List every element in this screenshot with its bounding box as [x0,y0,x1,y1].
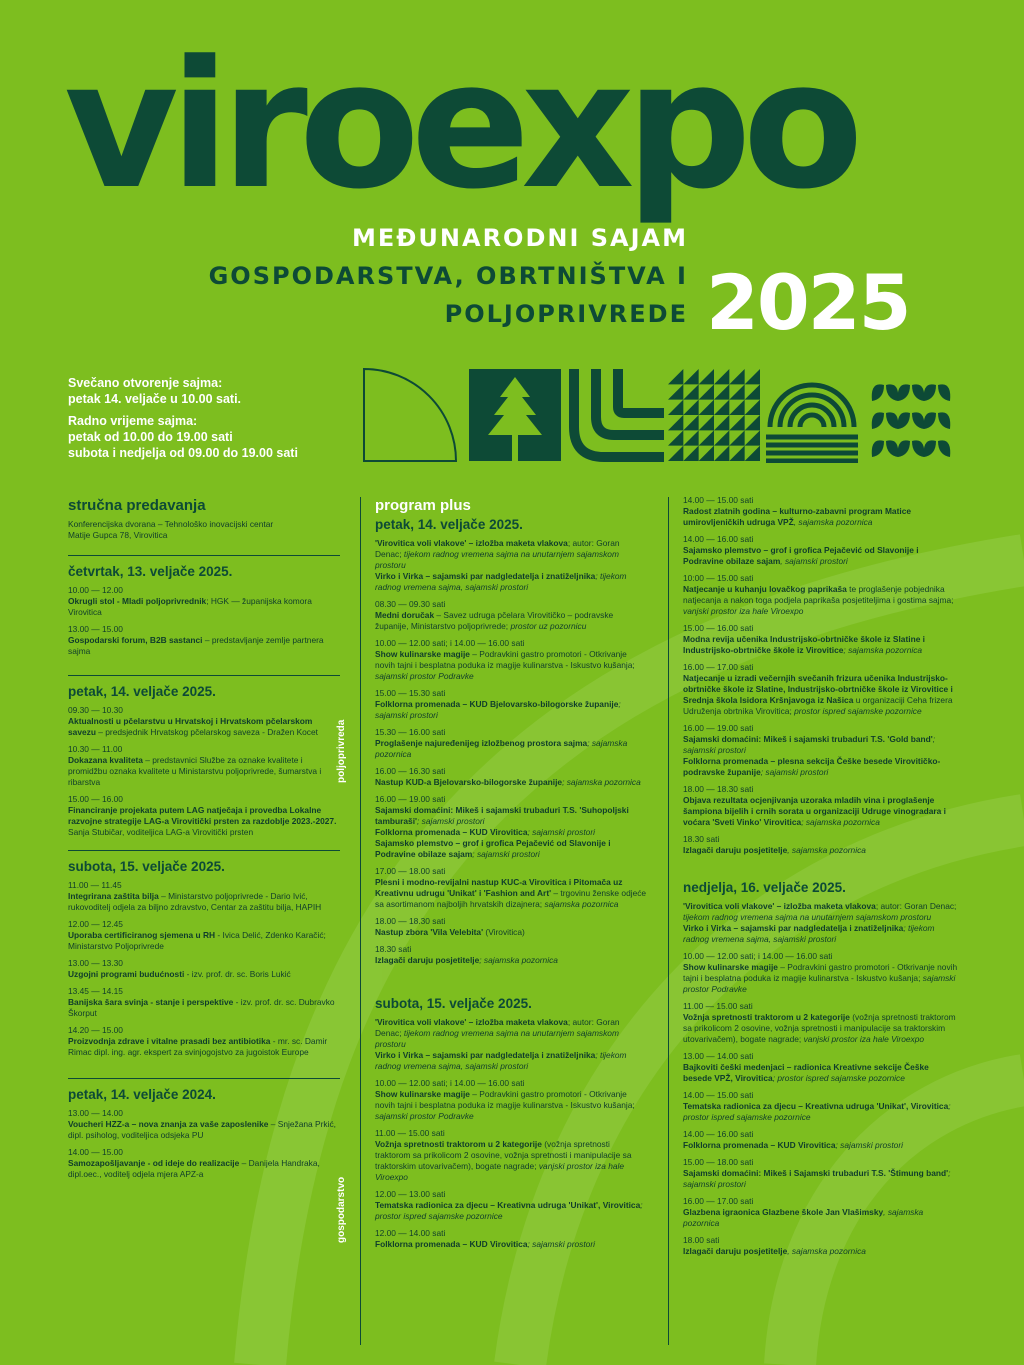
opening-label: Svečano otvorenje sajma: [68,376,223,390]
day-title: subota, 15. veljače 2025. [375,996,532,1011]
lectures-venue [68,519,340,541]
list-item: 18.30 sati Izlagači daruju posjetitelje, sajamska pozornica [683,834,866,855]
list-item: 17.00 — 18.00 sati Plesni i modno-revijalni nastup KUC-a Virovitica i Pitomača uz Kreativnu udrugu 'Unikat' i 'Fashion and Art' – trgovinu ženske odjeće sa asortimanom najboljih hrvatskih dizajnera; sajamska pozornica [375,866,647,909]
rainbow-icon [766,385,858,461]
list-item: 'Virovitica voli vlakove' – izložba maketa vlakova; autor: Goran Denac; tijekom radnog vremena sajma na unutarnjem sajamskom prostoru Virko i Virka – sajamski par nadgledatelja i znatiželjnika; tijekom radnog vremena sajma, sajamski prostori [375,538,627,592]
list-item: 'Virovitica voli vlakove' – izložba maketa vlakova; autor: Goran Denac; tijekom radnog vremena sajma na unutarnjem sajamskom prostoru Virko i Virka – sajamski par nadgledatelja i znatiželjnika; tijekom radnog vremena sajma, sajamski prostori [683,901,957,944]
list-item: 18.30 sati Izlagači daruju posjetitelje; sajamska pozornica [375,944,558,965]
quarter-circle-icon [364,369,456,461]
hours-friday: petak od 10.00 do 19.00 sati [68,430,233,444]
list-item: 10.30 — 11.00 Dokazana kvaliteta – predstavnici Službe za oznake kvalitete i promidžbu oznaka kvalitete u Ministarstvu poljoprivrede, šumarstva i ribarstva [68,744,322,787]
list-item: 10.00 — 12.00 sati; i 14.00 — 16.00 sati Show kulinarske magije – Podravkini gastro promotori - Otkrivanje novih tajni i besplatna poduka iz magije kulinarstva - Iskustvo kušanja; sajamski prostor Podravke [375,1078,635,1121]
column-divider-1 [360,497,361,1345]
list-item: 11.00 — 15.00 sati Vožnja spretnosti traktorom u 2 kategorije (vožnja spretnosti traktorom sa prikolicom 2 osovine, vožnja spretnosti i manipulacije sa traktorskim utovarivačem), bogate nagrade; vanjski prostor iza hale Viroexpo [683,1001,956,1044]
list-item: 15.00 — 18.00 sati Sajamski domaćini: Mikeš i Sajamski trubaduri T.S. 'Štimung band'; sajamski prostori [683,1157,951,1189]
venue-line-2: Matije Gupca 78, Virovitica [68,530,168,540]
list-item: 16.00 — 19.00 sati Sajamski domaćini: Mikeš i sajamski trubaduri T.S. 'Suhopoljski tamburaši'; sajamski prostori Folklorna promenada – KUD Virovitica; sajamski prostori Sajamsko plemstvo – grof i grofica Pejačević od Slavonije i Podravine obilaze sajam; sajamski prostori [375,794,629,859]
list-item: 12.00 — 13.00 sati Tematska radionica za djecu – Kreativna udruga 'Unikat', Virovitica; prostor ispred sajamske pozornice [375,1189,643,1221]
fair-subtitle-3: POLJOPRIVREDE [444,300,688,328]
day-title: petak, 14. veljače 2024. [68,1087,216,1102]
fair-subtitle-1: MEĐUNARODNI SAJAM [352,224,688,252]
column-divider-2 [668,497,669,1345]
day-title: nedjelja, 16. veljače 2025. [683,880,846,895]
side-label-gospodarstvo: gospodarstvo [336,1176,347,1243]
hours-label: Radno vrijeme sajma: [68,414,198,428]
list-item: 13.00 — 14.00 sati Bajkoviti češki medenjaci – radionica Kreativne sekcije Češke besede VPŽ, Virovitica; prostor ispred sajamske pozornice [683,1051,929,1083]
list-item: 10.00 — 12.00 sati; i 14.00 — 16.00 sati Show kulinarske magije – Podravkini gastro promotori - Otkrivanje novih tajni i besplatna poduka iz magije kulinarstva - Iskustvo kušanja; sajamski prostor Podravke [375,638,635,681]
side-label-poljoprivreda: poljoprivreda [336,719,347,783]
lectures-title: stručna predavanja [68,497,206,514]
list-item: 14.00 — 15.00 sati Tematska radionica za djecu – Kreativna udruga 'Unikat', Virovitica; prostor ispred sajamske pozornice [683,1090,951,1122]
list-item: 16.00 — 17.00 sati Glazbena igraonica Glazbene škole Jan Vlašimsky, sajamska pozornica [683,1196,924,1228]
list-item: 09.30 — 10.30 Aktualnosti u pčelarstvu u Hrvatskoj i Hrvatskom pčelarskom savezu – predsjednik Hrvatskog pčelarskog saveza - Dražen Kocet [68,705,318,737]
list-item: 15.00 — 15.30 sati Folklorna promenada – KUD Bjelovarsko-bilogorske županije; sajamski prostori [375,688,621,720]
list-item: 14.20 — 15.00 Proizvodnja zdrave i vitalne prasadi bez antibiotika - mr. sc. Damir Rimac dipl. ing. agr. ekspert za svinjogojstvo za jugoistok Europe [68,1025,328,1057]
list-item: 'Virovitica voli vlakove' – izložba maketa vlakova; autor: Goran Denac; tijekom radnog vremena sajma na unutarnjem sajamskom prostoru Virko i Virka – sajamski par nadgledatelja i znatiželjnika; tijekom radnog vremena sajma, sajamski prostori [375,1017,627,1071]
waves-icon [574,369,664,457]
list-item: 14.00 — 16.00 sati Sajamsko plemstvo – grof i grofica Pejačević od Slavonije i Podravine obilaze sajam, sajamski prostori [683,534,919,566]
list-item: 11.00 — 11.45 Integrirana zaštita bilja – Ministarstvo poljoprivrede - Dario Ivić, rukovoditelj odjela za biljno zdravstvo, Centar za zaštitu bilja, HAPIH [68,880,322,912]
list-item: 11.00 — 15.00 sati Vožnja spretnosti traktorom u 2 kategorije (vožnja spretnosti traktorom sa prikolicom 2 osovine, vožnja spretnosti i manipulacije sa traktorskim utovarivačem), bogate nagrade; vanjski prostor iza hale Viroexpo [375,1128,632,1182]
list-item: 13.00 — 14.00 Voucheri HZZ-a – nova znanja za vaše zaposlenike – Snježana Prkić, dipl. psiholog, voditeljica odsjeka PU [68,1108,336,1140]
venue-line-1: Konferencijska dvorana – Tehnološko inovacijski centar [68,519,274,529]
list-item: 12.00 — 12.45 Uporaba certificiranog sjemena u RH - Ivica Delić, Zdenko Karačić; Ministarstvo Poljoprivrede [68,919,326,951]
opening-info [68,375,298,461]
list-item: 13.00 — 13.30 Uzgojni programi budućnosti - izv. prof. dr. sc. Boris Lukić [68,958,291,979]
wheat-icon [872,384,951,457]
list-item: 16.00 — 16.30 sati Nastup KUD-a Bjelovarsko-bilogorske županije; sajamska pozornica [375,766,641,787]
list-item: 15.30 — 16.00 sati Proglašenje najuređenijeg izložbenog prostora sajma; sajamska pozornica [375,727,628,759]
list-item: 10:00 — 15.00 sati Natjecanje u kuhanju lovačkog paprikaša te proglašenje pobjednika natjecanja a nakon toga podjela paprikaša posjetiteljima i gostima sajma; vanjski prostor iza hale Viroexpo [683,573,954,616]
list-item: 16.00 — 19.00 sati Sajamski domaćini: Mikeš i sajamski trubaduri T.S. 'Gold band'; sajamski prostori Folklorna promenada – plesna sekcija Češke besede Virovitičko-podravske županije; sajamski prostori [683,723,941,777]
list-item: 16.00 — 17.00 sati Natjecanje u izradi večernjih svečanih frizura učenika Industrijsko-obrtničke škole iz Slatine, Industrijsko-obrtničke škole iz Virovitice i Srednja škola Isidora Kršnjavoga iz Našica u organizaciji Ceha frizera Udruženja obrtnika Virovitica; prostor ispred sajamske pozornice [683,662,953,716]
list-item: 12.00 — 14.00 sati Folklorna promenada – KUD Virovitica; sajamski prostori [375,1228,595,1249]
day-title: subota, 15. veljače 2025. [68,859,225,874]
program-plus-title: program plus [375,497,471,514]
list-item: 14.00 — 16.00 sati Folklorna promenada – KUD Virovitica; sajamski prostori [683,1129,903,1150]
list-item: 15.00 — 16.00 Financiranje projekata putem LAG natječaja i provedba Lokalne razvojne strategije LAG-a Virovitički prsten za razdoblje 2023.-2027. Sanja Stubičar, voditeljica LAG-a Virovitički prsten [68,794,337,837]
list-item: 14.00 — 15.00 Samozapošljavanje - od ideje do realizacije – Danijela Handraka, dipl.oec., voditelj odjela mjera APZ-a [68,1147,320,1179]
list-item: 18.00 sati Izlagači daruju posjetitelje, sajamska pozornica [683,1235,866,1256]
lectures-column [68,497,340,1186]
day-title: petak, 14. veljače 2025. [375,517,523,532]
list-item: 10.00 — 12.00 Okrugli stol - Mladi poljoprivrednik; HGK — županijska komora Virovitica [68,585,312,617]
day-title: petak, 14. veljače 2025. [68,684,216,699]
list-item: 18.00 — 18.30 sati Objava rezultata ocjenjivanja uzoraka mladih vina i proglašenje šampiona bijelih i crnih sorata u organizaciji Udruge vinogradara i voćara 'Sveti Vinko' Virovitica; sajamska pozornica [683,784,946,827]
program-plus-column [375,497,647,1256]
list-item: 08.30 — 09.30 sati Medni doručak – Savez udruga pčelara Virovitičko – podravske županije, Ministarstvo poljoprivrede; prostor uz pozornicu [375,599,614,631]
list-item: 14.00 — 15.00 sati Radost zlatnih godina – kulturno-zabavni program Matice umirovljeničkih udruga VPŽ, sajamska pozornica [683,495,912,527]
tree-icon [469,369,561,461]
program-plus-column-2 [683,495,958,1263]
fair-subtitle-2: GOSPODARSTVA, OBRTNIŠTVA I [208,262,688,290]
opening-date: petak 14. veljače u 10.00 sati. [68,392,242,406]
list-item: 15.00 — 16.00 sati Modna revija učenika Industrijsko-obrtničke škole iz Slatine i Industrijsko-obrtničke škole iz Virovitice; sajamska pozornica [683,623,926,655]
list-item: 10.00 — 12.00 sati; i 14.00 — 16.00 sati Show kulinarske magije – Podravkini gastro promotori - Otkrivanje novih tajni i besplatna poduka iz magije kulinarstva - Iskustvo kušanja; sajamski prostor Podravke [683,951,958,994]
list-item: 13.45 — 14.15 Banijska šara svinja - stanje i perspektive - izv. prof. dr. sc. Dubravko Škorput [68,986,335,1018]
hours-weekend: subota i nedjelja od 09.00 do 19.00 sati [68,446,298,460]
day-title: četvrtak, 13. veljače 2025. [68,564,233,579]
triangles-icon [668,369,760,461]
decorative-motifs [362,367,959,463]
list-item: 18.00 — 18.30 sati Nastup zbora 'Vila Velebita' (Virovitica) [375,916,525,937]
viroexpo-logo: viroexpo [64,23,855,228]
fair-year: 2025 [706,258,910,347]
list-item: 13.00 — 15.00 Gospodarski forum, B2B sastanci – predstavljanje zemlje partnera sajma [68,624,324,656]
